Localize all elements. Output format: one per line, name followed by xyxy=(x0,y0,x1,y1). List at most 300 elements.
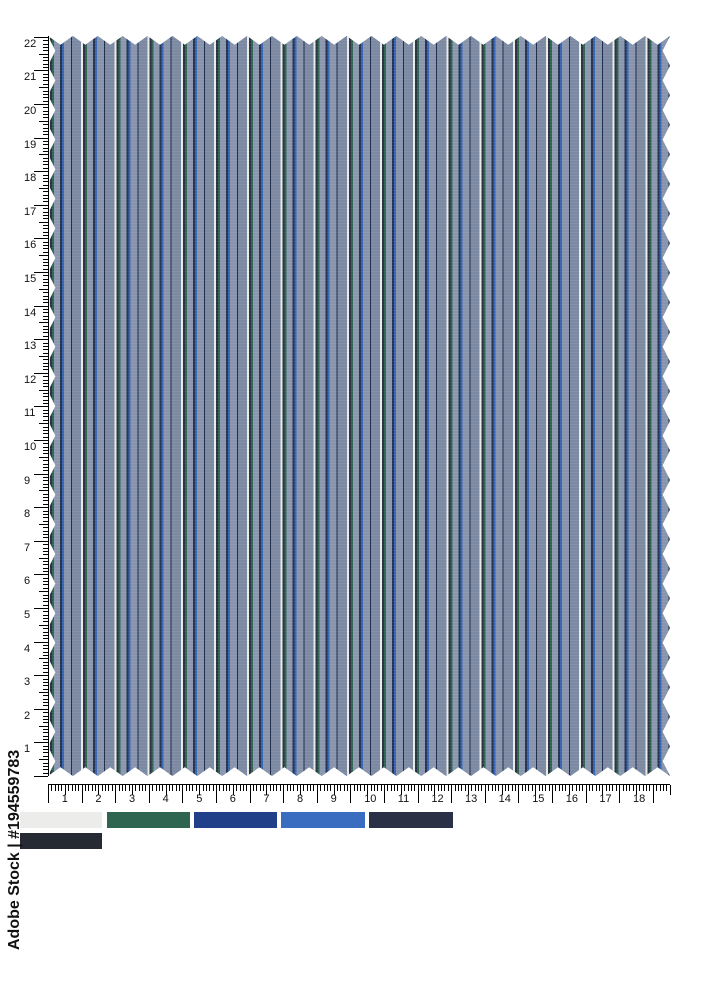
ruler-tick xyxy=(43,201,48,202)
ruler-tick xyxy=(518,785,519,803)
ruler-tick xyxy=(39,289,48,290)
ruler-tick xyxy=(461,785,462,791)
ruler-tick xyxy=(39,54,48,55)
ruler-tick xyxy=(206,785,207,791)
ruler-tick xyxy=(43,615,48,616)
ruler-tick xyxy=(43,319,48,320)
ruler-tick xyxy=(43,302,48,303)
ruler-label: 13 xyxy=(24,340,37,353)
ruler-tick xyxy=(43,269,48,270)
ruler-tick xyxy=(43,420,48,421)
ruler-tick xyxy=(43,101,48,102)
ruler-tick xyxy=(525,785,526,791)
ruler-label: 18 xyxy=(633,793,646,805)
ruler-tick xyxy=(43,460,48,461)
ruler-label: 3 xyxy=(129,793,136,805)
ruler-tick xyxy=(34,205,48,206)
ruler-tick xyxy=(43,84,48,85)
ruler-tick xyxy=(43,467,48,468)
swatch-dark-navy xyxy=(369,812,453,828)
ruler-tick xyxy=(411,785,412,791)
ruler-tick xyxy=(43,554,48,555)
ruler-tick xyxy=(43,111,48,112)
ruler-tick xyxy=(421,785,422,791)
ruler-tick xyxy=(43,705,48,706)
ruler-tick xyxy=(414,785,415,791)
ruler-tick xyxy=(34,608,48,609)
ruler-tick xyxy=(43,763,48,764)
ruler-tick xyxy=(82,785,83,803)
ruler-tick xyxy=(639,785,640,791)
ruler-tick xyxy=(125,785,126,791)
ruler-tick xyxy=(43,265,48,266)
ruler-tick xyxy=(243,785,244,791)
ruler-tick xyxy=(43,504,48,505)
ruler-tick xyxy=(663,785,664,791)
ruler-tick xyxy=(43,497,48,498)
ruler-tick xyxy=(43,732,48,733)
ruler-tick xyxy=(102,785,103,791)
ruler-tick xyxy=(39,188,48,189)
ruler-tick xyxy=(105,785,106,791)
ruler-tick xyxy=(649,785,650,791)
ruler-tick xyxy=(43,413,48,414)
ruler-tick xyxy=(34,70,48,71)
ruler-tick xyxy=(34,406,48,407)
ruler-tick xyxy=(357,785,358,791)
ruler-tick xyxy=(34,373,48,374)
ruler-label: 21 xyxy=(24,71,37,84)
ruler-tick xyxy=(599,785,600,791)
ruler-tick xyxy=(43,161,48,162)
ruler-tick xyxy=(39,356,48,357)
ruler-label: 17 xyxy=(24,205,37,218)
ruler-tick xyxy=(347,785,348,791)
ruler-label: 12 xyxy=(24,373,37,386)
ruler-tick xyxy=(43,679,48,680)
ruler-tick xyxy=(495,785,496,791)
ruler-tick xyxy=(609,785,610,791)
ruler-label: 10 xyxy=(364,793,377,805)
swatch-green xyxy=(107,812,190,828)
ruler-tick xyxy=(43,618,48,619)
ruler-tick xyxy=(43,453,48,454)
ruler-tick xyxy=(572,785,573,791)
ruler-tick xyxy=(43,47,48,48)
ruler-tick xyxy=(43,332,48,333)
ruler-tick xyxy=(43,588,48,589)
ruler-tick xyxy=(43,393,48,394)
ruler-tick xyxy=(43,349,48,350)
ruler-tick xyxy=(397,785,398,791)
ruler-label: 11 xyxy=(24,407,36,420)
ruler-tick xyxy=(43,380,48,381)
ruler-tick xyxy=(428,785,429,791)
ruler-tick xyxy=(172,785,173,791)
ruler-tick xyxy=(43,168,48,169)
ruler-tick xyxy=(43,248,48,249)
ruler-tick xyxy=(43,114,48,115)
ruler-tick xyxy=(485,785,486,803)
ruler-tick xyxy=(43,366,48,367)
stock-id-label: Adobe Stock | #194559783 xyxy=(6,749,23,950)
ruler-tick xyxy=(545,785,546,791)
ruler-tick xyxy=(192,785,193,791)
ruler-tick xyxy=(384,785,385,803)
ruler-tick xyxy=(34,306,48,307)
ruler-tick xyxy=(34,709,48,710)
ruler-label: 5 xyxy=(24,609,31,621)
ruler-tick xyxy=(404,785,405,791)
ruler-tick xyxy=(39,692,48,693)
ruler-tick xyxy=(43,128,48,129)
ruler-tick xyxy=(340,785,341,791)
ruler-tick xyxy=(43,396,48,397)
ruler-tick xyxy=(465,785,466,791)
ruler-tick xyxy=(43,739,48,740)
ruler-tick xyxy=(43,178,48,179)
ruler-tick xyxy=(43,517,48,518)
ruler-tick xyxy=(320,785,321,791)
ruler-tick xyxy=(43,181,48,182)
ruler-tick xyxy=(43,279,48,280)
ruler-tick xyxy=(34,776,48,777)
ruler-tick xyxy=(43,443,48,444)
ruler-tick xyxy=(43,259,48,260)
ruler-label: 5 xyxy=(196,793,203,805)
ruler-tick xyxy=(360,785,361,791)
ruler-tick xyxy=(629,785,630,791)
ruler-tick xyxy=(43,94,48,95)
ruler-tick xyxy=(43,464,48,465)
ruler-tick xyxy=(43,685,48,686)
ruler-tick xyxy=(374,785,375,791)
ruler-tick xyxy=(555,785,556,791)
ruler-tick xyxy=(39,121,48,122)
ruler-tick xyxy=(34,675,48,676)
ruler-tick xyxy=(43,212,48,213)
ruler-tick xyxy=(43,578,48,579)
ruler-tick xyxy=(34,339,48,340)
ruler-tick xyxy=(256,785,257,791)
ruler-tick xyxy=(43,117,48,118)
ruler-tick xyxy=(43,275,48,276)
ruler-tick xyxy=(43,329,48,330)
fabric-stripe-pattern xyxy=(48,36,670,776)
ruler-tick xyxy=(43,346,48,347)
ruler-tick xyxy=(253,785,254,791)
ruler-tick xyxy=(43,228,48,229)
ruler-tick xyxy=(43,427,48,428)
ruler-tick xyxy=(122,785,123,791)
ruler-tick xyxy=(162,785,163,791)
ruler-tick xyxy=(58,785,59,791)
ruler-tick xyxy=(43,668,48,669)
ruler-label: 10 xyxy=(24,441,37,453)
ruler-tick xyxy=(43,64,48,65)
ruler-label: 6 xyxy=(24,575,31,588)
ruler-tick xyxy=(119,785,120,791)
ruler-tick xyxy=(43,433,48,434)
ruler-label: 16 xyxy=(565,793,579,805)
ruler-tick xyxy=(43,383,48,384)
ruler-tick xyxy=(43,296,48,297)
ruler-tick xyxy=(43,195,48,196)
ruler-tick xyxy=(39,591,48,592)
ruler-tick xyxy=(34,238,48,239)
ruler-tick xyxy=(619,785,620,803)
ruler-label: 13 xyxy=(465,793,478,805)
ruler-tick xyxy=(152,785,153,791)
ruler-label: 14 xyxy=(24,306,37,319)
ruler-tick xyxy=(515,785,516,791)
ruler-tick xyxy=(492,785,493,791)
ruler-tick xyxy=(43,198,48,199)
ruler-tick xyxy=(43,80,48,81)
ruler-tick xyxy=(43,262,48,263)
ruler-tick xyxy=(61,785,62,791)
ruler-tick xyxy=(660,785,661,791)
ruler-tick xyxy=(43,312,48,313)
ruler-tick xyxy=(43,148,48,149)
ruler-tick xyxy=(43,141,48,142)
ruler-tick xyxy=(43,437,48,438)
ruler-tick xyxy=(488,785,489,791)
ruler-tick xyxy=(43,773,48,774)
ruler-tick xyxy=(317,785,318,803)
ruler-tick xyxy=(43,561,48,562)
ruler-tick xyxy=(381,785,382,791)
ruler-tick xyxy=(43,564,48,565)
ruler-tick xyxy=(280,785,281,791)
ruler-tick xyxy=(592,785,593,791)
ruler-tick xyxy=(149,785,150,803)
ruler-tick xyxy=(522,785,523,791)
ruler-tick xyxy=(51,785,52,791)
ruler-tick xyxy=(549,785,550,791)
ruler-tick xyxy=(34,742,48,743)
ruler-tick xyxy=(418,785,419,803)
swatch-off-white xyxy=(20,812,102,828)
ruler-tick xyxy=(43,232,48,233)
ruler-tick xyxy=(43,601,48,602)
ruler-label: 15 xyxy=(532,793,545,805)
ruler-tick xyxy=(559,785,560,791)
ruler-tick xyxy=(142,785,143,791)
swatch-blue xyxy=(281,812,365,828)
ruler-tick xyxy=(475,785,476,791)
ruler-tick xyxy=(478,785,479,791)
ruler-label: 19 xyxy=(24,138,37,151)
ruler-tick xyxy=(43,598,48,599)
ruler-tick xyxy=(43,531,48,532)
ruler-tick xyxy=(39,558,48,559)
ruler-tick xyxy=(653,785,654,803)
ruler-tick xyxy=(34,507,48,508)
vertical-ruler xyxy=(14,36,49,776)
ruler-tick xyxy=(43,699,48,700)
ruler-label: 17 xyxy=(599,793,612,805)
ruler-tick xyxy=(354,785,355,791)
ruler-tick xyxy=(582,785,583,791)
ruler-label: 9 xyxy=(330,793,337,805)
ruler-tick xyxy=(95,785,96,791)
ruler-tick xyxy=(219,785,220,791)
ruler-tick xyxy=(213,785,214,791)
ruler-tick xyxy=(589,785,590,791)
ruler-tick xyxy=(39,255,48,256)
ruler-tick xyxy=(78,785,79,791)
ruler-tick xyxy=(169,785,170,791)
ruler-tick xyxy=(260,785,261,791)
ruler-tick xyxy=(43,326,48,327)
ruler-tick xyxy=(176,785,177,791)
ruler-tick xyxy=(43,655,48,656)
ruler-tick xyxy=(34,138,48,139)
ruler-tick xyxy=(43,91,48,92)
ruler-tick xyxy=(43,450,48,451)
ruler-tick xyxy=(39,726,48,727)
ruler-tick xyxy=(283,785,284,803)
ruler-tick xyxy=(43,695,48,696)
ruler-label: 1 xyxy=(24,743,31,756)
ruler-tick xyxy=(43,124,48,125)
ruler-tick xyxy=(39,423,48,424)
ruler-tick xyxy=(43,245,48,246)
ruler-tick xyxy=(43,175,48,176)
ruler-tick xyxy=(43,134,48,135)
ruler-tick xyxy=(112,785,113,791)
ruler-tick xyxy=(43,215,48,216)
ruler-tick xyxy=(431,785,432,791)
ruler-tick xyxy=(43,746,48,747)
ruler-tick xyxy=(43,369,48,370)
ruler-tick xyxy=(451,785,452,803)
ruler-tick xyxy=(250,785,251,803)
ruler-tick xyxy=(576,785,577,791)
ruler-tick xyxy=(670,785,671,795)
ruler-tick xyxy=(586,785,587,803)
ruler-tick xyxy=(424,785,425,791)
ruler-tick xyxy=(43,252,48,253)
ruler-tick xyxy=(43,722,48,723)
ruler-tick xyxy=(88,785,89,791)
ruler-tick xyxy=(39,759,48,760)
ruler-tick xyxy=(43,299,48,300)
ruler-tick xyxy=(270,785,271,791)
ruler-tick xyxy=(43,359,48,360)
ruler-tick xyxy=(448,785,449,791)
ruler-tick xyxy=(43,537,48,538)
ruler-tick xyxy=(344,785,345,791)
ruler-tick xyxy=(203,785,204,791)
ruler-tick xyxy=(287,785,288,791)
ruler-tick xyxy=(43,665,48,666)
ruler-tick xyxy=(48,785,49,803)
ruler-tick xyxy=(43,353,48,354)
ruler-tick xyxy=(43,107,48,108)
ruler-tick xyxy=(43,487,48,488)
ruler-tick xyxy=(623,785,624,791)
ruler-tick xyxy=(43,403,48,404)
ruler-tick xyxy=(43,235,48,236)
ruler-tick xyxy=(542,785,543,791)
ruler-tick xyxy=(394,785,395,791)
ruler-tick xyxy=(626,785,627,791)
ruler-tick xyxy=(43,595,48,596)
ruler-tick xyxy=(43,144,48,145)
ruler-tick xyxy=(34,574,48,575)
ruler-tick xyxy=(34,104,48,105)
ruler-tick xyxy=(43,67,48,68)
swatch-charcoal xyxy=(20,833,102,849)
ruler-tick xyxy=(229,785,230,791)
ruler-tick xyxy=(43,191,48,192)
ruler-tick xyxy=(43,309,48,310)
ruler-tick xyxy=(43,514,48,515)
ruler-tick xyxy=(34,272,48,273)
ruler-label: 3 xyxy=(24,676,31,689)
ruler-tick xyxy=(330,785,331,791)
ruler-tick xyxy=(43,480,48,481)
ruler-tick xyxy=(43,410,48,411)
ruler-tick xyxy=(68,785,69,791)
ruler-tick xyxy=(34,541,48,542)
ruler-tick xyxy=(43,316,48,317)
ruler-tick xyxy=(43,282,48,283)
ruler-tick xyxy=(43,729,48,730)
ruler-tick xyxy=(579,785,580,791)
ruler-tick xyxy=(43,158,48,159)
ruler-tick xyxy=(505,785,506,791)
ruler-tick xyxy=(43,44,48,45)
ruler-tick xyxy=(43,551,48,552)
ruler-tick xyxy=(43,218,48,219)
ruler-tick xyxy=(43,628,48,629)
ruler-tick xyxy=(441,785,442,791)
ruler-tick xyxy=(43,164,48,165)
ruler-tick xyxy=(43,484,48,485)
ruler-tick xyxy=(43,151,48,152)
ruler-tick xyxy=(43,97,48,98)
ruler-tick xyxy=(236,785,237,791)
ruler-tick xyxy=(43,527,48,528)
ruler-tick xyxy=(43,719,48,720)
ruler-tick xyxy=(371,785,372,791)
ruler-tick xyxy=(39,524,48,525)
ruler-tick xyxy=(43,621,48,622)
ruler-tick xyxy=(43,77,48,78)
ruler-tick xyxy=(364,785,365,791)
ruler-tick xyxy=(43,494,48,495)
ruler-tick xyxy=(43,716,48,717)
ruler-tick xyxy=(43,769,48,770)
ruler-tick xyxy=(34,171,48,172)
ruler-tick xyxy=(471,785,472,791)
ruler-tick xyxy=(565,785,566,791)
ruler-tick xyxy=(458,785,459,791)
ruler-tick xyxy=(179,785,180,791)
ruler-label: 14 xyxy=(498,793,511,805)
ruler-tick xyxy=(43,662,48,663)
ruler-tick xyxy=(43,632,48,633)
ruler-tick xyxy=(209,785,210,791)
ruler-label: 18 xyxy=(24,172,37,185)
ruler-label: 8 xyxy=(24,508,31,521)
ruler-tick xyxy=(43,605,48,606)
ruler-tick xyxy=(39,490,48,491)
ruler-tick xyxy=(39,625,48,626)
